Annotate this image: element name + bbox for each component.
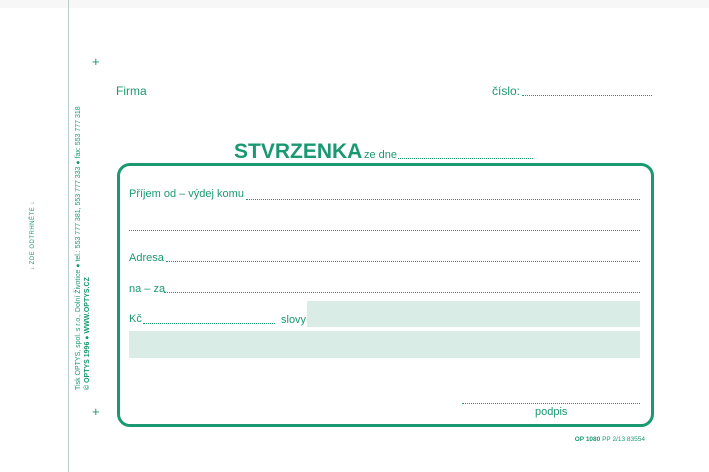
form-code-number: OP 1080: [574, 436, 601, 443]
prijem-label: Příjem od – výdej komu: [129, 188, 244, 200]
naza-field[interactable]: [164, 292, 640, 293]
slovy-label: slovy: [281, 314, 307, 326]
prijem-field-line-2[interactable]: [129, 230, 640, 231]
adresa-field[interactable]: [166, 261, 640, 262]
imprint-line-1: Tisk OPTYS, spol. s r.o., Dolní Životice ● tel.: 553 777 381, 553 777 333 ● fax: 553 777 318: [75, 106, 82, 390]
prijem-field[interactable]: [246, 199, 640, 200]
document-title: STVRZENKA: [234, 140, 363, 163]
printer-imprint: [74, 106, 92, 390]
form-code: [575, 436, 645, 443]
cislo-label: číslo:: [492, 84, 521, 98]
podpis-label: podpis: [535, 406, 568, 418]
adresa-label: Adresa: [129, 252, 164, 264]
imprint-line-2: © OPTYS 1996 ● WWW.OPTYS.CZ: [84, 277, 91, 390]
signature-field[interactable]: [462, 403, 640, 404]
form-code-ref: PP 2/13 83554: [602, 436, 645, 443]
date-field[interactable]: [398, 158, 533, 159]
slovy-field-line-2[interactable]: [129, 331, 640, 358]
naza-label: na – za: [129, 283, 166, 295]
registration-mark-top: +: [92, 54, 100, 69]
slovy-field[interactable]: [307, 301, 640, 327]
perforation-line: [68, 0, 69, 472]
tear-off-instruction: ↓ ZDE ODTRHNĚTE ↓: [30, 201, 36, 270]
firma-label: Firma: [116, 84, 147, 98]
kc-label: Kč: [129, 313, 142, 325]
cislo-field[interactable]: [522, 95, 652, 96]
kc-field[interactable]: [143, 323, 275, 324]
top-edge: [0, 0, 709, 8]
registration-mark-bottom: +: [92, 404, 100, 419]
receipt-frame: [117, 163, 654, 427]
date-label: ze dne: [364, 149, 398, 161]
